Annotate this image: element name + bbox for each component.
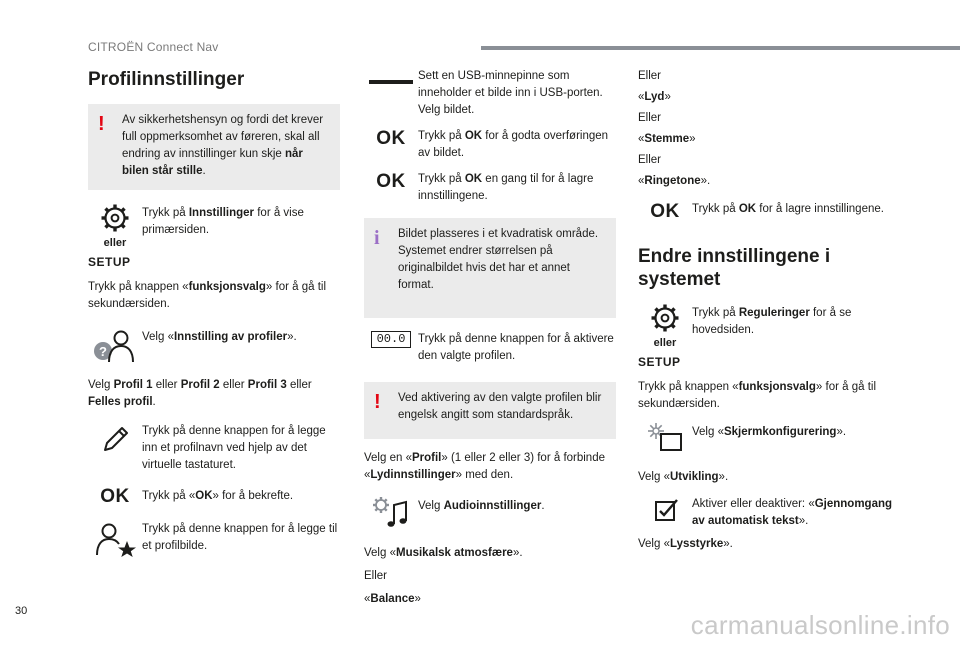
warning-icon: ! <box>374 391 381 413</box>
or-text: Eller <box>638 154 662 166</box>
step-profile-settings: ? Velg «Innstilling av profiler». <box>88 327 340 363</box>
warning-icon: ! <box>98 113 105 135</box>
balance-text: «Balance» <box>364 593 421 605</box>
step-toggle-auto-text: Aktiver eller deaktiver: «Gjennomgang av automatisk tekst». <box>638 496 900 530</box>
step-adjustments: eller Trykk på Reguleringer for å se hovedsiden. <box>638 303 900 350</box>
ok-icon: OK <box>650 201 680 222</box>
step-screen-config: Velg «Skjermkonfigurering». <box>638 422 900 454</box>
column-1 <box>88 64 340 557</box>
svg-text:?: ? <box>99 344 107 359</box>
brightness-text: Velg «Lysstyrke». <box>638 538 733 550</box>
or-label: eller <box>653 337 677 349</box>
pencil-icon <box>99 423 131 455</box>
language-warning-note: ! Ved aktivering av den valgte profilen blir engelsk angitt som standardspråk. <box>364 382 616 439</box>
sound-text: «Lyd» <box>638 91 671 103</box>
or-text: Eller <box>364 570 388 582</box>
select-profile-text: Velg Profil 1 eller Profil 2 eller Profil 3 eller Felles profil. <box>88 379 312 408</box>
reset-icon: 00.0 <box>371 331 412 348</box>
settings-icon-group <box>88 203 142 250</box>
step-add-picture: Trykk på denne knappen for å legge til et profilbilde. <box>88 521 340 557</box>
section-title-system-settings: Endre innstillingene i systemet <box>638 246 831 290</box>
audio-settings-icon <box>372 496 410 530</box>
development-text: Velg «Utvikling». <box>638 471 729 483</box>
select-profile-audio-text: Velg en «Profil» (1 eller 2 eller 3) for å forbinde «Lydinnstillinger» med den. <box>364 452 605 481</box>
step-ok-save-settings: OK Trykk på OK for å lagre innstillingene. <box>650 201 884 222</box>
gear-icon <box>100 203 130 233</box>
settings-icon-group <box>638 303 692 350</box>
safety-warning-note: ! Av sikkerhetshensyn og fordi det krever full oppmerksomhet av føreren, skal all endring av innstillinger kun skje når bilen står stille. <box>88 104 340 190</box>
column-2 <box>364 64 616 608</box>
watermark: carmanualsonline.info <box>690 610 950 640</box>
profile-question-icon <box>93 327 137 363</box>
press-function-select-text: Trykk på knappen «funksjonsvalg» for å gå til sekundærsiden. <box>638 381 876 410</box>
checkbox-icon <box>650 496 680 524</box>
ok-icon: OK <box>376 128 406 149</box>
header-bar <box>481 46 960 50</box>
step-edit-name: Trykk på denne knappen for å legge inn et profilnavn ved hjelp av det virtuelle tastaturet. <box>88 423 340 474</box>
step-settings <box>88 203 340 250</box>
gear-icon <box>650 303 680 333</box>
step-activate-profile: 00.0 Trykk på denne knappen for å aktivere den valgte profilen. <box>364 331 616 365</box>
ringtone-text: «Ringetone». <box>638 175 711 187</box>
step-usb: Sett en USB-minnepinne som inneholder et bilde inn i USB-porten. Velg bildet. <box>364 68 616 119</box>
or-label: eller <box>103 237 127 249</box>
voice-text: «Stemme» <box>638 133 696 145</box>
running-header: CITROËN Connect Nav <box>88 40 219 54</box>
usb-icon <box>369 80 413 84</box>
image-format-info-note: i Bildet plasseres i et kvadratisk område. Systemet endrer størrelsen på originalbildet hvis det har et annet format. <box>364 218 616 318</box>
or-text: Eller <box>638 70 662 82</box>
step-settings-text: Trykk på Innstillinger for å vise primærsiden. <box>142 207 304 236</box>
page-number: 30 <box>15 605 28 617</box>
profile-star-icon <box>93 521 137 557</box>
step-ok-accept: OK Trykk på OK for å godta overføringen av bildet. <box>376 128 609 159</box>
press-function-select-text: Trykk på knappen «funksjonsvalg» for å gå til sekundærsiden. <box>88 281 326 310</box>
screen-brightness-icon <box>647 422 683 454</box>
ambience-text: Velg «Musikalsk atmosfære». <box>364 547 523 559</box>
setup-button-label: SETUP <box>638 355 681 369</box>
step-confirm-ok: OK Trykk på «OK» for å bekrefte. <box>100 486 294 507</box>
ok-icon: OK <box>376 171 406 192</box>
column-3 <box>638 64 900 553</box>
section-title-profile-settings: Profilinnstillinger <box>88 69 245 90</box>
step-ok-save: OK Trykk på OK en gang til for å lagre innstillingene. <box>376 171 594 202</box>
or-text: Eller <box>638 112 662 124</box>
step-audio-settings: Velg Audioinnstillinger. <box>364 496 616 530</box>
setup-button-label: SETUP <box>88 255 131 269</box>
info-icon: i <box>374 227 380 249</box>
ok-icon: OK <box>100 486 130 507</box>
